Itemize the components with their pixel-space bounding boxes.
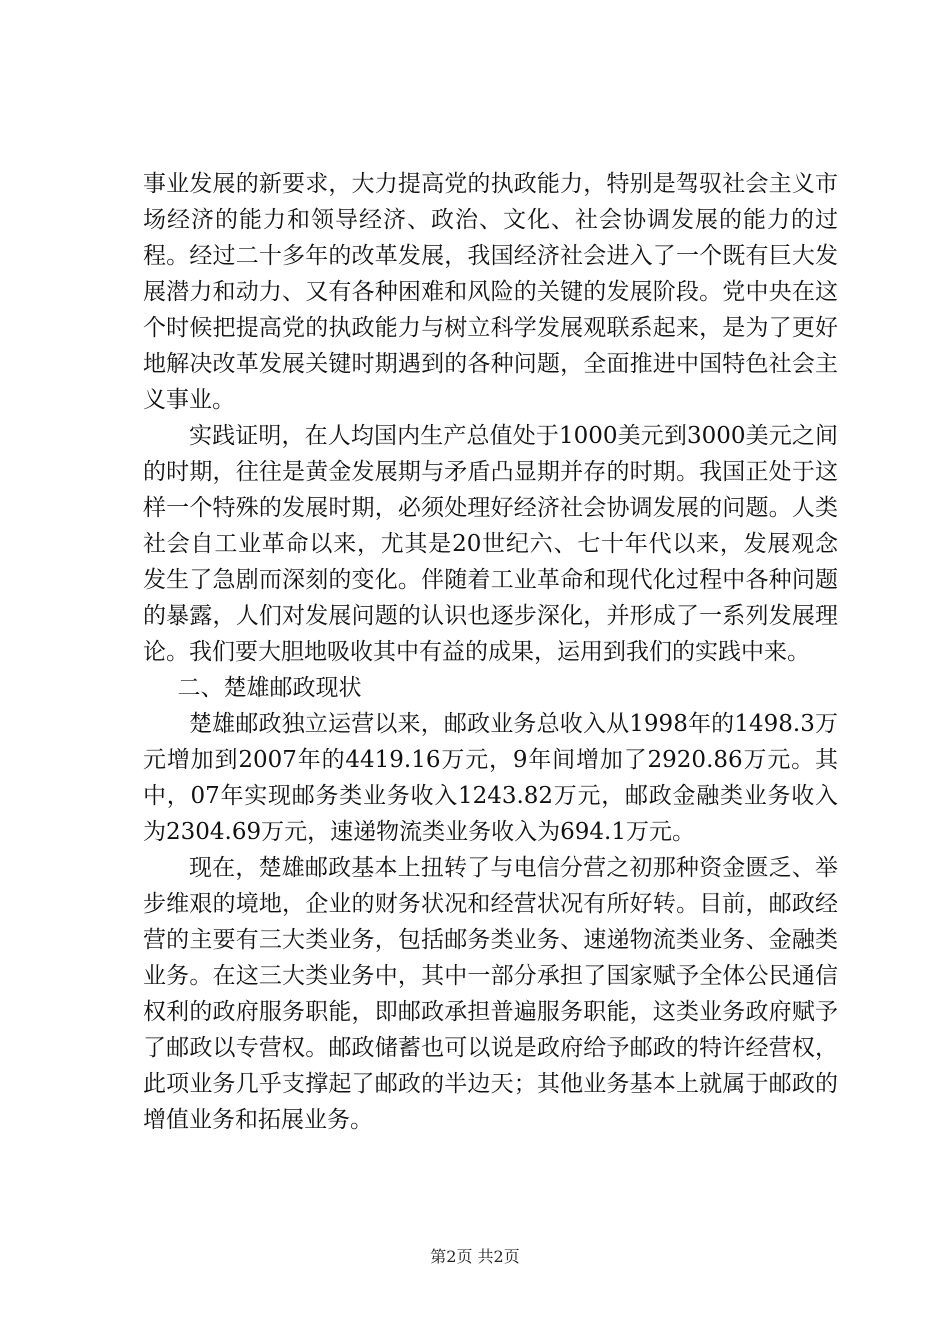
- document-body: [143, 166, 838, 1138]
- paragraph-continuation: 事业发展的新要求，大力提高党的执政能力，特别是驾驭社会主义市场经济的能力和领导经济、政治、文化、社会协调发展的能力的过程。经过二十多年的改革发展，我国经济社会进入了一个既有巨大发展潜力和动力、又有各种困难和风险的关键的发展阶段。党中央在这个时候把提高党的执政能力与树立科学发展观联系起来，是为了更好地解决改革发展关键时期遇到的各种问题，全面推进中国特色社会主义事业。: [143, 171, 838, 413]
- section-heading: 二、楚雄邮政现状: [177, 675, 362, 701]
- paragraph-revenue: 楚雄邮政独立运营以来，邮政业务总收入从1998年的1498.3万元增加到2007年的4419.16万元，9年间增加了2920.86万元。其中，07年实现邮务类业务收入1243.82万元，邮政金融类业务收入为2304.69万元，速递物流类业务收入为694.1万元。: [143, 711, 838, 845]
- page-footer: 第2页 共2页: [430, 1247, 520, 1266]
- paragraph-business: 现在，楚雄邮政基本上扭转了与电信分营之初那种资金匮乏、举步维艰的境地，企业的财务状况和经营状况有所好转。目前，邮政经营的主要有三大类业务，包括邮务类业务、速递物流类业务、金融类业务。在这三大类业务中，其中一部分承担了国家赋予全体公民通信权利的政府服务职能，即邮政承担普遍服务职能，这类业务政府赋予了邮政以专营权。邮政储蓄也可以说是政府给予邮政的特许经营权，此项业务几乎支撑起了邮政的半边天；其他业务基本上就属于邮政的增值业务和拓展业务。: [143, 855, 838, 1133]
- paragraph-practice: 实践证明，在人均国内生产总值处于1000美元到3000美元之间的时期，往往是黄金发展期与矛盾凸显期并存的时期。我国正处于这样一个特殊的发展时期，必须处理好经济社会协调发展的问题。人类社会自工业革命以来，尤其是20世纪六、七十年代以来，发展观念发生了急剧而深刻的变化。伴随着工业革命和现代化过程中各种问题的暴露，人们对发展问题的认识也逐步深化，并形成了一系列发展理论。我们要大胆地吸收其中有益的成果，运用到我们的实践中来。: [143, 423, 838, 665]
